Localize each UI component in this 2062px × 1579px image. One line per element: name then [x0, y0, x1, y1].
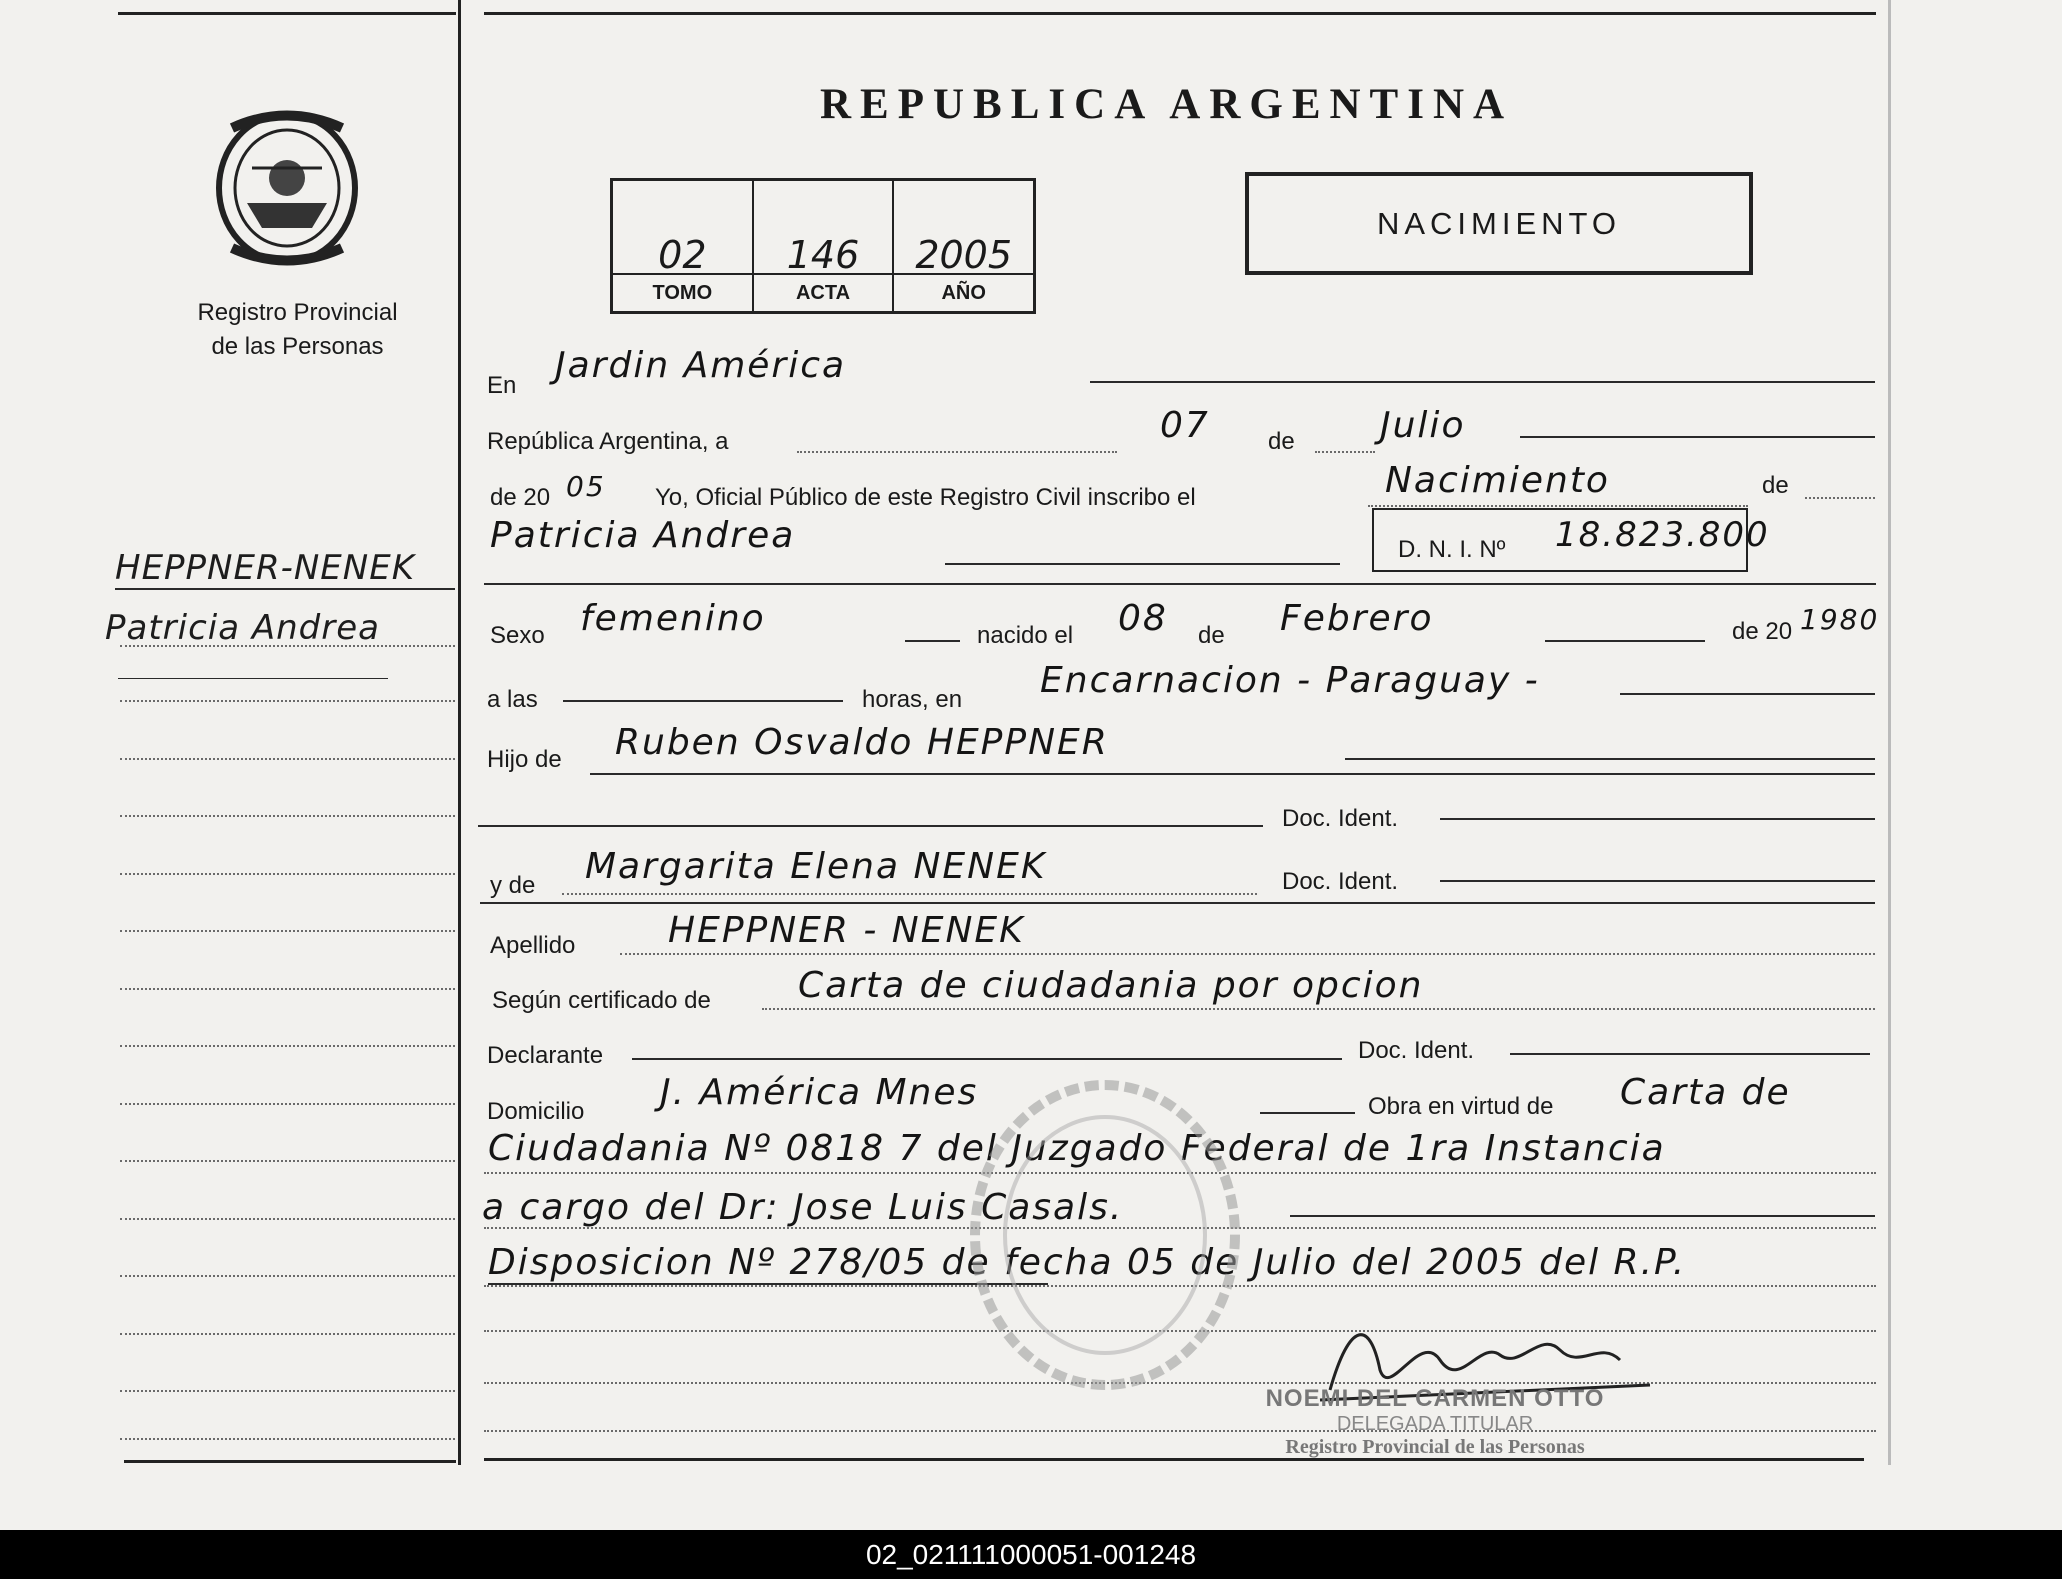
margin-dotline	[120, 1103, 455, 1105]
form-line	[1260, 1112, 1355, 1114]
signer-organization: Registro Provincial de las Personas	[1285, 1436, 1585, 1458]
form-line	[1090, 381, 1875, 383]
margin-dotline	[120, 700, 455, 702]
margin-dotline	[120, 758, 455, 760]
signature-block	[1225, 1385, 1645, 1459]
dni-value: 18.823.800	[1555, 515, 1770, 555]
margin-dotline	[120, 988, 455, 990]
registry-label	[140, 296, 455, 364]
doc-ident-label-1: Doc. Ident.	[1282, 805, 1399, 832]
form-line	[480, 902, 1875, 904]
de-label-1: de	[1268, 428, 1295, 455]
certificate-value: Carta de ciudadania por opcion	[798, 965, 1424, 1006]
acta-value: 146	[786, 233, 860, 277]
birth-year-value: 1980	[1800, 603, 1880, 636]
margin-dotline	[120, 873, 455, 875]
country-title: REPUBLICA ARGENTINA	[820, 81, 1514, 128]
form-line	[590, 773, 1875, 775]
margin-dotline	[120, 930, 455, 932]
note-line-3: Disposicion Nº 278/05 de fecha 05 de Julio del 2005 del R.P.	[488, 1242, 1687, 1283]
registry-label-line2: de las Personas	[211, 333, 384, 360]
form-dotline	[797, 451, 1117, 453]
bottom-rule-right	[484, 1458, 1864, 1461]
horas-label: horas, en	[862, 686, 963, 713]
y-de-label: y de	[490, 872, 536, 899]
mother-value: Margarita Elena NENEK	[585, 846, 1047, 887]
margin-dotline	[120, 815, 455, 817]
margin-dotline	[120, 1160, 455, 1162]
form-dotline	[620, 953, 1875, 955]
yo-label: Yo, Oficial Público de este Registro Civil inscribo el	[655, 484, 1196, 511]
month-value: Julio	[1380, 405, 1466, 446]
form-line	[1440, 880, 1875, 882]
form-line	[1620, 693, 1875, 695]
ano-value: 2005	[915, 233, 1013, 277]
sexo-label: Sexo	[490, 622, 545, 649]
margin-dotline	[120, 645, 455, 647]
provincia-misiones-seal-icon	[212, 108, 362, 268]
top-rule-left	[118, 12, 456, 15]
margin-dotline	[120, 1275, 455, 1277]
act-value: Nacimiento	[1385, 460, 1610, 501]
form-line	[905, 640, 960, 642]
hijo-label: Hijo de	[487, 746, 562, 773]
nacido-label: nacido el	[977, 622, 1074, 649]
birth-month-value: Febrero	[1280, 598, 1434, 639]
de-label-3: de	[1198, 622, 1225, 649]
alas-label: a las	[487, 686, 538, 713]
year-suffix-value: 05	[566, 470, 606, 503]
tomo-cell	[613, 181, 754, 311]
form-line	[1510, 1053, 1870, 1055]
bottom-rule-left	[124, 1460, 456, 1463]
doc-ident-label-2: Doc. Ident.	[1282, 868, 1399, 895]
form-line	[484, 583, 1876, 585]
archive-code-bar	[0, 1530, 2062, 1579]
margin-dotline	[120, 1333, 455, 1335]
registry-label-line1: Registro Provincial	[197, 299, 398, 326]
de-label-2: de	[1762, 472, 1789, 499]
ano-label: AÑO	[894, 273, 1033, 311]
day-value: 07	[1160, 405, 1210, 446]
declarante-label: Declarante	[487, 1042, 604, 1069]
place-value: Jardin América	[555, 345, 847, 386]
margin-dotline	[120, 1218, 455, 1220]
acta-cell	[754, 181, 895, 311]
margin-line	[115, 588, 455, 590]
form-dotline	[762, 1008, 1875, 1010]
record-type-box: NACIMIENTO	[1245, 172, 1753, 275]
en-label: En	[487, 372, 517, 399]
form-dotline	[562, 893, 1257, 895]
form-dotline	[1315, 451, 1375, 453]
republica-label: República Argentina, a	[487, 428, 729, 455]
form-line	[945, 563, 1340, 565]
form-dotline	[1805, 497, 1875, 499]
right-edge-rule	[1888, 0, 1891, 1465]
acta-label: ACTA	[754, 273, 893, 311]
apellido-label: Apellido	[490, 932, 576, 959]
ano-cell	[894, 181, 1033, 311]
form-line	[1345, 758, 1875, 760]
domicile-value: J. América Mnes	[660, 1072, 979, 1113]
margin-surname: HEPPNER-NENEK	[115, 548, 415, 588]
form-dotline	[484, 1430, 1876, 1432]
form-line	[1545, 640, 1705, 642]
margin-given-name: Patricia Andrea	[105, 608, 380, 648]
tomo-label: TOMO	[613, 273, 752, 311]
domicilio-label: Domicilio	[487, 1098, 585, 1125]
note-line-2: a cargo del Dr: Jose Luis Casals.	[482, 1187, 1124, 1228]
birth-place-value: Encarnacion - Paraguay -	[1040, 660, 1540, 701]
form-line	[1520, 436, 1875, 438]
year-prefix-label: de 20	[490, 484, 551, 511]
tomo-value: 02	[658, 233, 707, 277]
dni-label: D. N. I. Nº	[1398, 536, 1506, 563]
birth-day-value: 08	[1118, 598, 1168, 639]
margin-dotline	[120, 1438, 455, 1440]
segun-label: Según certificado de	[492, 987, 711, 1014]
margin-underline	[118, 678, 388, 679]
signer-role: DELEGADA TITULAR	[1336, 1413, 1534, 1435]
person-name-value: Patricia Andrea	[490, 515, 796, 556]
de-year-label: de 20	[1732, 618, 1793, 645]
margin-dotline	[120, 1390, 455, 1392]
signer-name: NOEMI DEL CARMEN OTTO	[1265, 1385, 1605, 1412]
surname-value: HEPPNER - NENEK	[668, 910, 1025, 951]
sex-value: femenino	[580, 598, 766, 639]
registry-stamp-icon	[960, 1070, 1250, 1400]
form-line	[563, 700, 843, 702]
form-dotline	[1368, 505, 1748, 507]
archive-code: 02_021111000051-001248	[865, 1539, 1197, 1570]
margin-dotline	[120, 1045, 455, 1047]
obra-label: Obra en virtud de	[1368, 1093, 1554, 1120]
form-line	[1290, 1215, 1875, 1217]
form-line	[1440, 818, 1875, 820]
note-line-1: Ciudadania Nº 0818 7 del Juzgado Federal de 1ra Instancia	[488, 1128, 1666, 1169]
top-rule-right	[484, 12, 1876, 15]
form-line	[478, 825, 1263, 827]
obra-start-value: Carta de	[1620, 1072, 1791, 1113]
record-number-box	[610, 178, 1036, 314]
doc-ident-label-3: Doc. Ident.	[1358, 1037, 1475, 1064]
form-line	[632, 1058, 1342, 1060]
father-value: Ruben Osvaldo HEPPNER	[615, 722, 1109, 763]
